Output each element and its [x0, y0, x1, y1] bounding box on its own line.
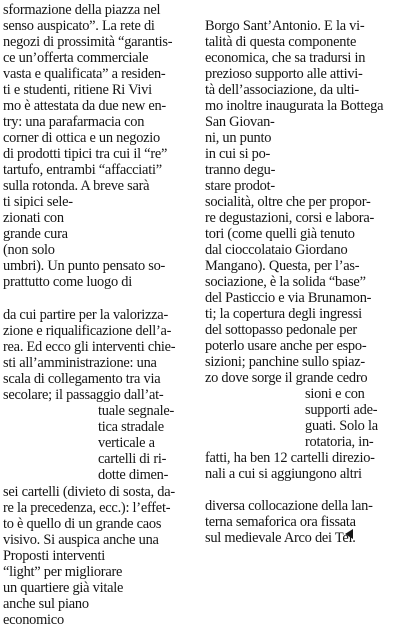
text-line: cartelli di ri- [98, 451, 167, 467]
end-of-article-triangle-icon [345, 529, 353, 539]
text-line: rotatoria, in- [305, 434, 374, 450]
text-line: del sottopasso pedonale per [205, 322, 357, 338]
text-line: dotte dimen- [98, 467, 169, 483]
text-line: socialità, oltre che per propor- [205, 194, 371, 210]
text-line: visivo. Si auspica anche una [3, 532, 159, 548]
text-line: re la precedenza, ecc.): l’effet- [3, 500, 171, 516]
text-line: vasta e qualificata” a residen- [3, 66, 166, 82]
text-line: ni, un punto [205, 130, 272, 146]
text-line: to è quello di un grande caos [3, 516, 162, 532]
text-line: poterlo usare anche per espo- [205, 338, 367, 354]
text-line: tica stradale [98, 419, 164, 435]
text-line: tori (come quelli già tenuto [205, 226, 355, 242]
text-line: zionati con [3, 210, 64, 226]
text-line: sformazione della piazza nel [3, 2, 161, 18]
text-line: ti sipici sele- [3, 194, 73, 210]
text-line: sei cartelli (divieto di sosta, da- [3, 484, 175, 500]
text-line: economica, che sa tradursi in [205, 50, 366, 66]
text-line: zione e riqualificazione dell’a- [3, 323, 172, 339]
text-line: in cui si po- [205, 146, 271, 162]
text-line: ti; la copertura degli ingressi [205, 306, 362, 322]
text-line: re degustazioni, corsi e labora- [205, 210, 375, 226]
text-line: (non solo [3, 242, 55, 258]
text-line: verticale a [98, 435, 155, 451]
text-line: dal cioccolataio Giordano [205, 242, 348, 258]
text-line: nali a cui si aggiungono altri [205, 466, 362, 482]
text-line: tartufo, entrambi “affacciati” [3, 162, 162, 178]
text-line: di prodotti tipici tra cui il “re” [3, 146, 168, 162]
text-line: Mangano). Questa, per l’as- [205, 258, 360, 274]
text-line: ce un’offerta commerciale [3, 50, 149, 66]
text-line: tà dell’associazione, da ulti- [205, 82, 359, 98]
text-line: guati. Solo la [305, 418, 378, 434]
text-line: sizioni; panchine sullo spiaz- [205, 354, 365, 370]
text-line: scala di collegamento tra via [3, 371, 161, 387]
text-line: un quartiere già vitale [3, 580, 124, 596]
text-line: negozi di prossimità “garantis- [3, 34, 173, 50]
text-line: sul medievale Arco dei Tei. [205, 530, 356, 546]
text-line: terna semaforica ora fissata [205, 514, 356, 530]
text-line: zo dove sorge il grande cedro [205, 370, 368, 386]
text-line: grande cura [3, 226, 68, 242]
text-line: San Giovan- [205, 114, 275, 130]
text-line: del Pasticcio e via Brunamon- [205, 290, 372, 306]
text-line: diversa collocazione della lan- [205, 498, 373, 514]
text-line: try: una parafarmacia con [3, 114, 145, 130]
text-line: prattutto come luogo di [3, 274, 132, 290]
text-line: umbri). Un punto pensato so- [3, 258, 166, 274]
text-line: sociazione, è la solida “base” [205, 274, 366, 290]
text-line: mo è attestata da due new en- [3, 98, 166, 114]
text-line: sti all’amministrazione: una [3, 355, 157, 371]
text-line: stare prodot- [205, 178, 275, 194]
text-line: prezioso supporto alle attivi- [205, 66, 363, 82]
text-line: ti e studenti, ritiene Ri Vivi [3, 82, 152, 98]
text-line: tuale segnale- [98, 403, 175, 419]
text-line: senso auspicato”. La rete di [3, 18, 155, 34]
text-line: mo inoltre inaugurata la Bottega [205, 98, 384, 114]
text-line: anche sul piano [3, 596, 89, 612]
text-line: economico [3, 612, 64, 628]
text-line: tranno degu- [205, 162, 276, 178]
text-line: Borgo Sant’Antonio. E la vi- [205, 18, 365, 34]
text-line: secolare; il passaggio dall’at- [3, 387, 164, 403]
text-line: talità di questa componente [205, 34, 357, 50]
text-line: rea. Ed ecco gli interventi chie- [3, 339, 176, 355]
text-line: da cui partire per la valorizza- [3, 307, 168, 323]
text-line: corner di ottica e un negozio [3, 130, 160, 146]
text-line: Proposti interventi [3, 548, 105, 564]
text-line: supporti ade- [305, 402, 378, 418]
text-line: “light” per migliorare [3, 564, 123, 580]
text-line: fatti, ha ben 12 cartelli direzio- [205, 450, 375, 466]
text-line: sulla rotonda. A breve sarà [3, 178, 150, 194]
text-line: sioni e con [305, 386, 365, 402]
